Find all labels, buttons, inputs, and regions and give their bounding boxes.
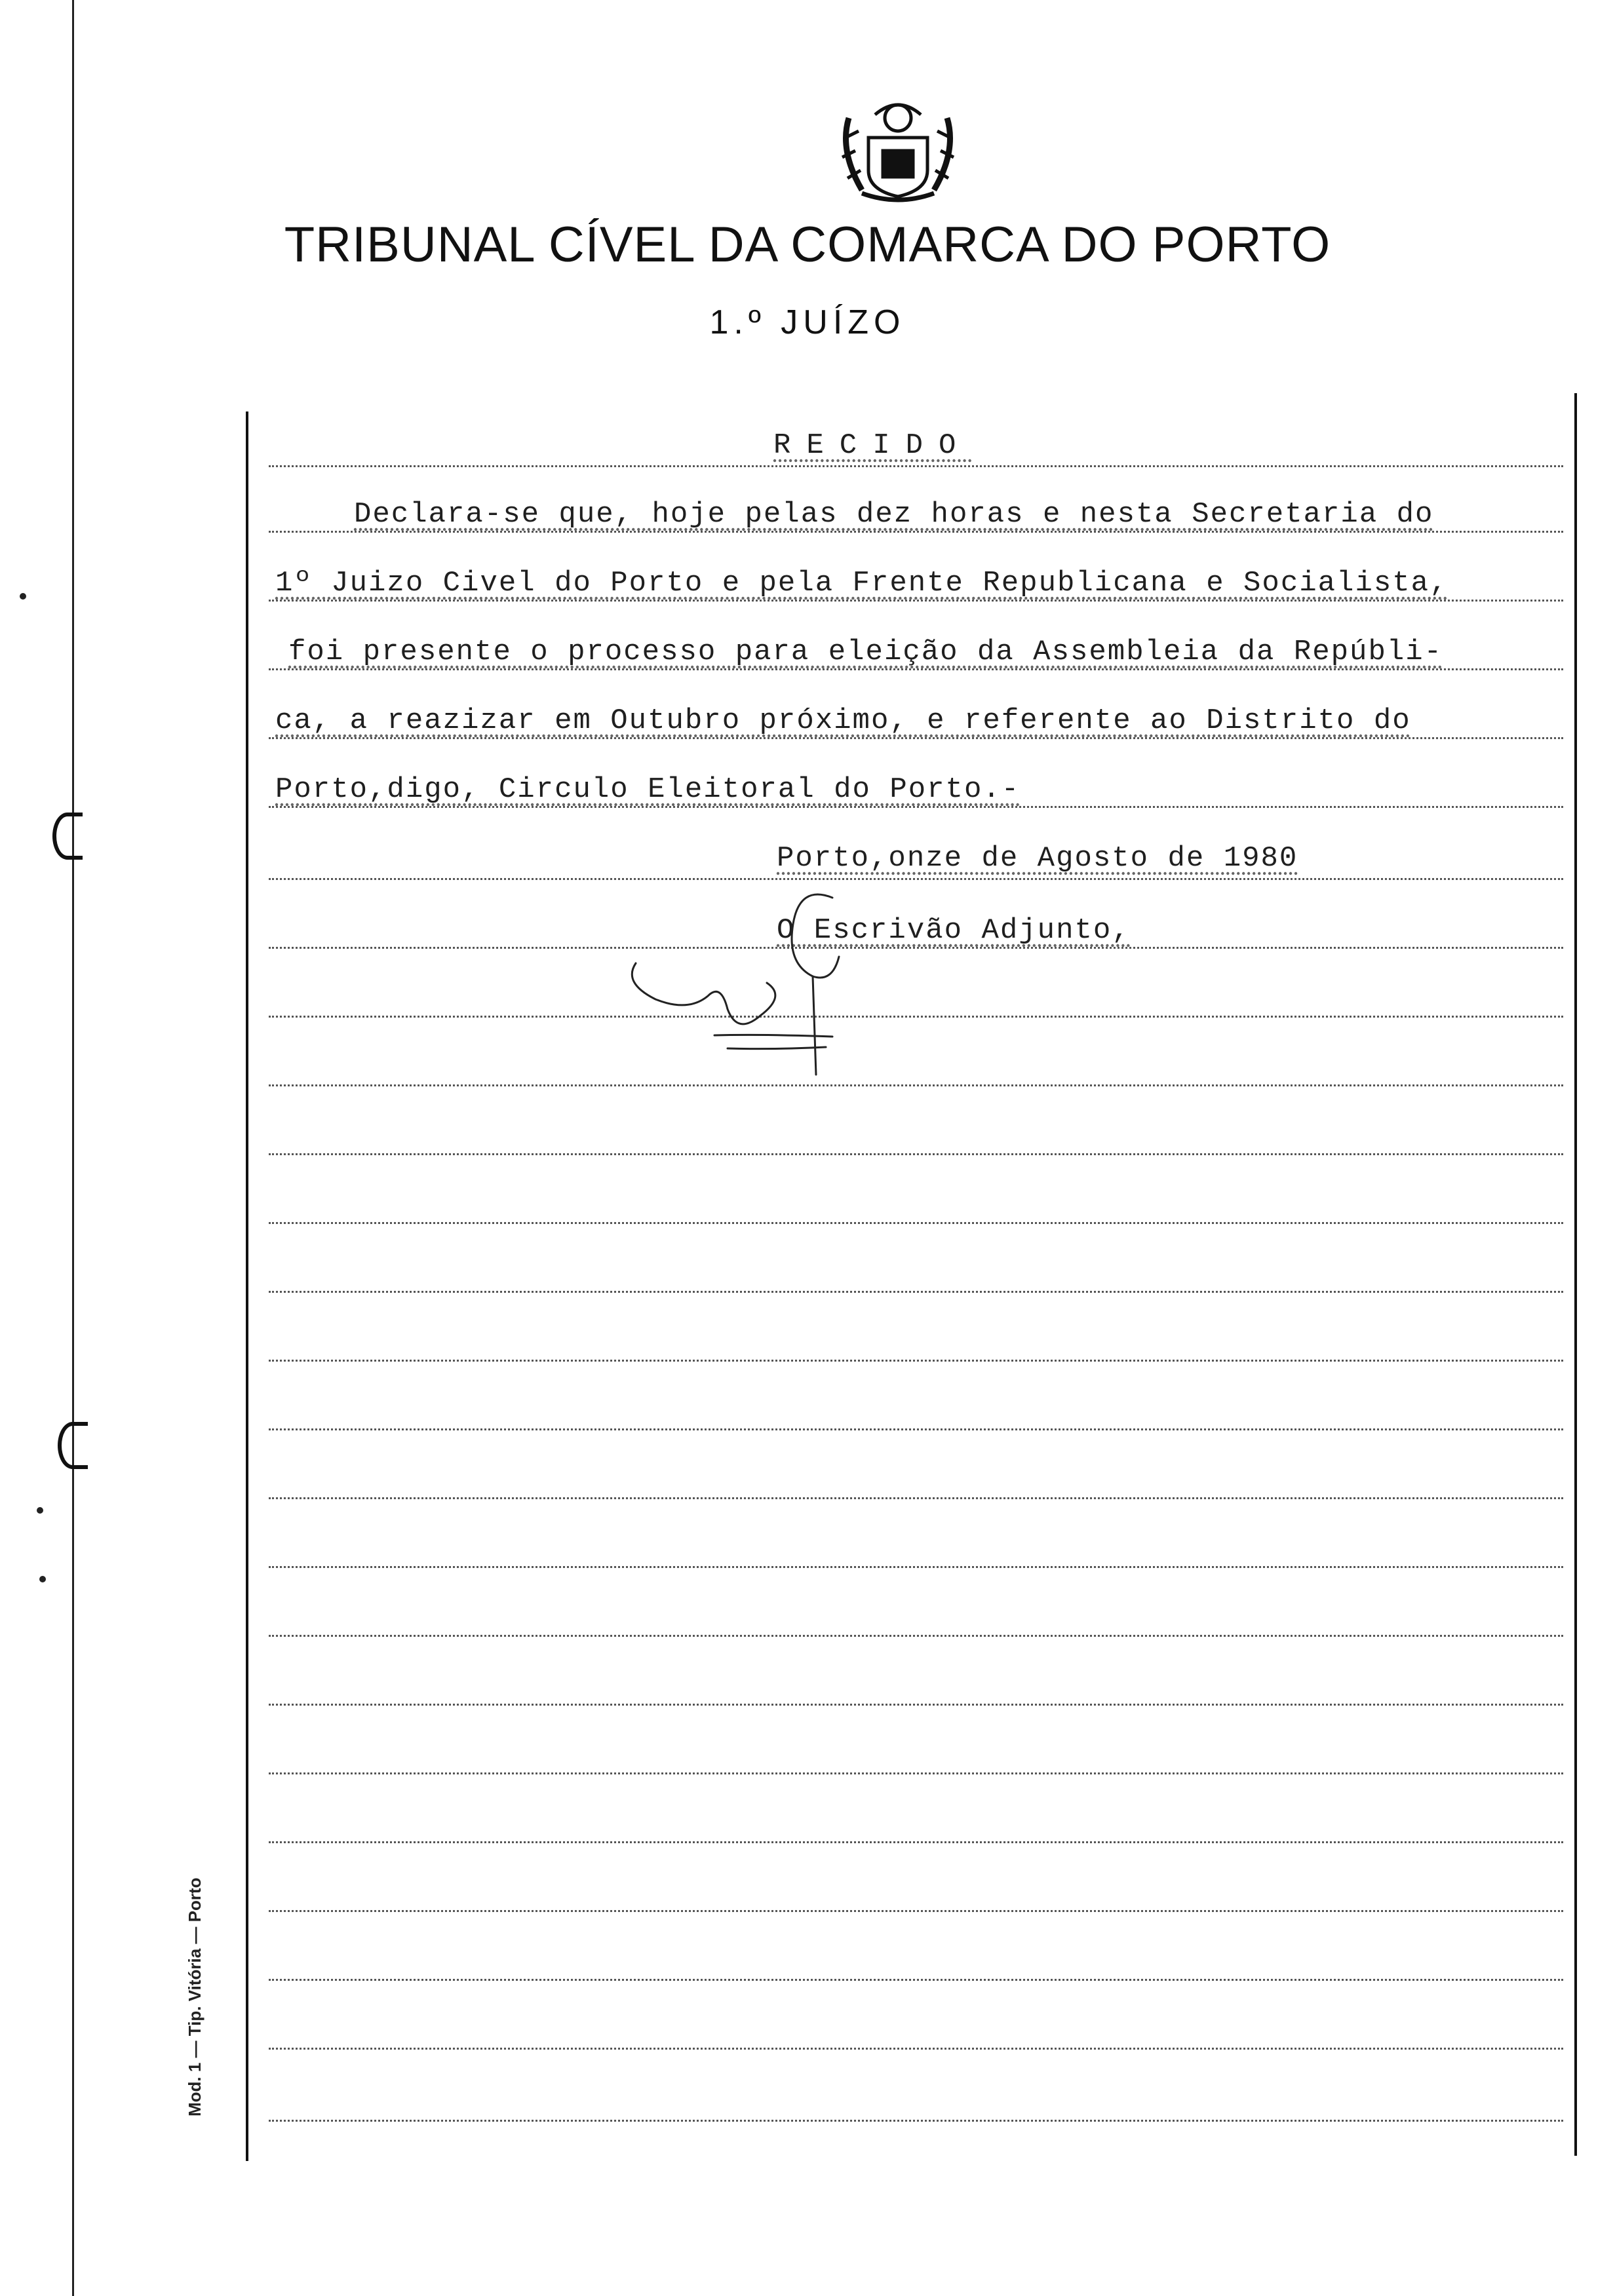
coat-of-arms-icon — [836, 92, 960, 203]
ruled-line — [269, 465, 1563, 467]
ruled-line — [269, 1016, 1563, 1018]
ruled-line — [269, 1291, 1563, 1293]
ruled-line — [269, 1360, 1563, 1362]
handwritten-signature — [616, 885, 878, 1081]
binding-margin-line — [72, 0, 74, 2296]
ruled-line — [269, 947, 1563, 949]
text-line: 1º Juizo Civel do Porto e pela Frente Republicana e Socialista, — [275, 567, 1449, 600]
ruled-line — [269, 1635, 1563, 1637]
ruled-line — [269, 1222, 1563, 1224]
ruled-line — [269, 1704, 1563, 1706]
frame-right-border — [1574, 393, 1577, 2156]
ruled-line — [269, 2120, 1563, 2122]
court-title: TRIBUNAL CÍVEL DA COMARCA DO PORTO — [284, 217, 1331, 273]
speck — [37, 1507, 43, 1514]
text-line: Porto,digo, Circulo Eleitoral do Porto.- — [275, 773, 1021, 806]
ruled-line — [269, 1497, 1563, 1499]
ruled-line — [269, 600, 1563, 602]
speck — [20, 593, 26, 600]
printer-imprint: Mod. 1 — Tip. Vitória — Porto — [185, 1877, 204, 2116]
text-line: foi presente o processo para eleição da Assembleia da Repúbli- — [288, 636, 1443, 668]
ruled-line — [269, 531, 1563, 533]
receipt-heading: RECIDO — [773, 429, 972, 462]
ruled-line — [269, 1153, 1563, 1155]
ruled-line — [269, 1428, 1563, 1430]
date-line: Porto,onze de Agosto de 1980 — [777, 842, 1298, 875]
court-section: 1.º JUÍZO — [709, 303, 906, 341]
ruled-line — [269, 1772, 1563, 1774]
ruled-line — [269, 1910, 1563, 1912]
ruled-line — [269, 806, 1563, 808]
ruled-line — [269, 1979, 1563, 1981]
ruled-line — [269, 737, 1563, 739]
frame-left-border — [246, 411, 248, 2161]
ruled-line — [269, 1841, 1563, 1843]
text-line: ca, a reazizar em Outubro próximo, e referente ao Distrito do — [275, 704, 1411, 737]
ruled-line — [269, 668, 1563, 670]
ruled-line — [269, 2048, 1563, 2050]
signatory-title: O Escrivão Adjunto, — [777, 914, 1131, 947]
ruled-line — [269, 1566, 1563, 1568]
text-line: Declara-se que, hoje pelas dez horas e nesta Secretaria do — [354, 498, 1434, 531]
speck — [39, 1576, 46, 1582]
ruled-line — [269, 878, 1563, 880]
ruled-line — [269, 1084, 1563, 1086]
binder-hole-mark — [58, 1422, 88, 1469]
binder-hole-mark — [52, 813, 83, 860]
